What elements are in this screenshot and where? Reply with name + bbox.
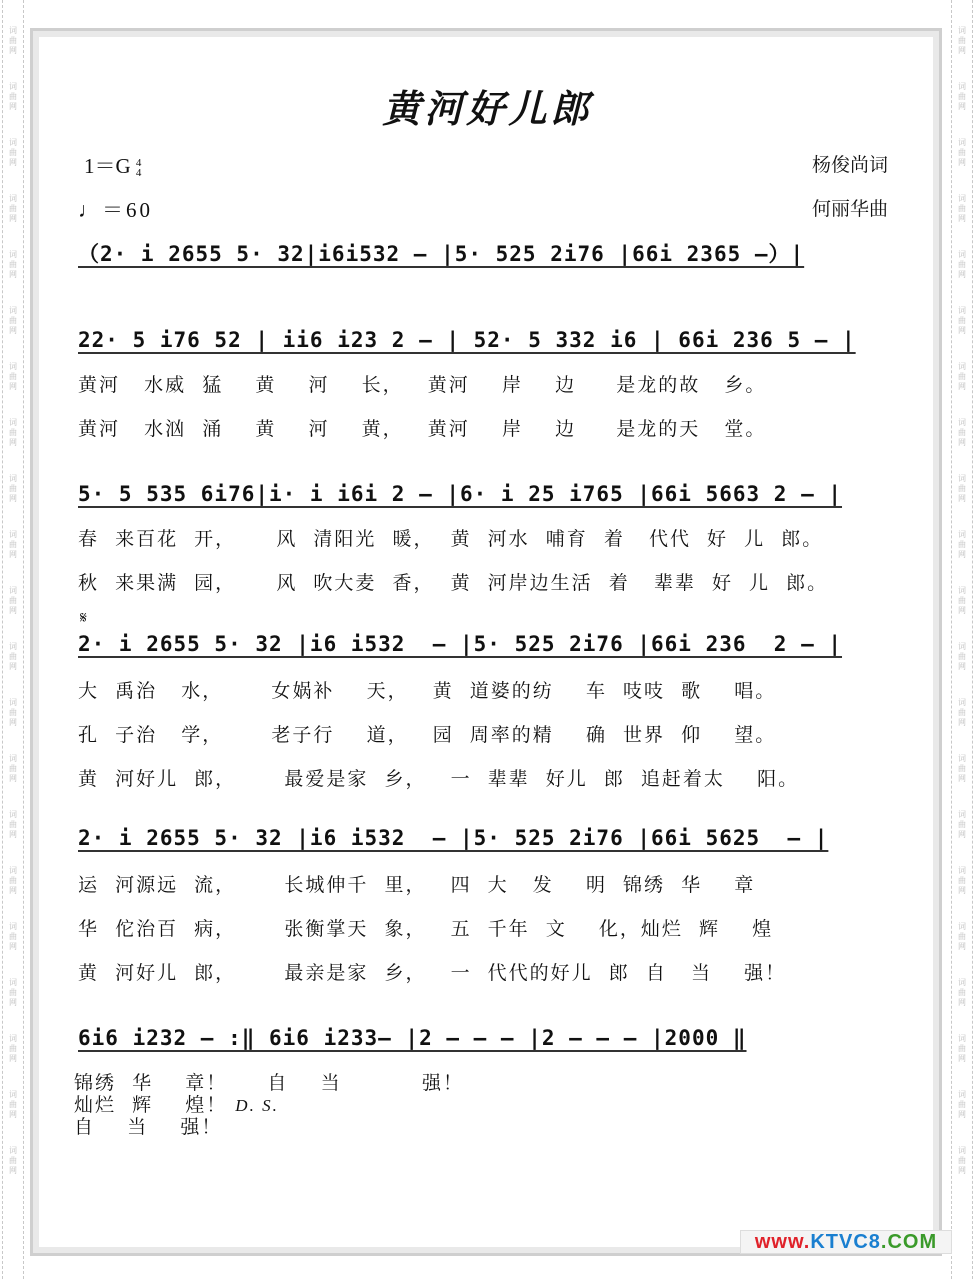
side-mark: 词 曲 网 — [958, 82, 966, 111]
composer: 何丽华曲 — [812, 198, 889, 220]
side-mark: 词 曲 网 — [958, 698, 966, 727]
side-mark: 词 曲 网 — [958, 1090, 966, 1119]
side-mark: 词 曲 网 — [958, 586, 966, 615]
side-mark: 词 曲 网 — [958, 418, 966, 447]
side-mark: 词 曲 网 — [9, 698, 17, 727]
side-mark: 词 曲 网 — [9, 810, 17, 839]
watermark-brand: KTVC8 — [810, 1231, 881, 1253]
side-mark: 词 曲 网 — [958, 922, 966, 951]
watermark-prefix: www. — [754, 1231, 811, 1253]
lyric-line: 黄 河好儿 郎， 最亲是家 乡， 一 代代的好儿 郎 自 当 强！ — [78, 962, 787, 984]
lyric-line: 运 河源远 流， 长城伸千 里， 四 大 发 明 锦绣 华 章 — [78, 874, 756, 896]
notation-line-6: 6i6 i232 — :‖ 6i6 i233— |2 — — — |2 — — — |2000 ‖ — [78, 1026, 747, 1050]
side-mark: 词 曲 网 — [958, 1146, 966, 1175]
side-mark: 词 曲 网 — [9, 418, 17, 447]
side-mark: 词 曲 网 — [9, 250, 17, 279]
lyric-line: 黄 河好儿 郎， 最爱是家 乡， 一 辈辈 好儿 郎 追赶着太 阳。 — [78, 768, 800, 790]
side-mark: 词 曲 网 — [9, 306, 17, 335]
time-signature: 4 4 — [135, 157, 142, 180]
side-mark: 词 曲 网 — [9, 754, 17, 783]
side-mark: 词 曲 网 — [958, 866, 966, 895]
lyricist: 杨俊尚词 — [812, 154, 889, 176]
dal-segno-mark: D. S. — [235, 1096, 279, 1115]
notation-line-3: 5· 5 535 6i76|i· i i6i 2 — |6· i 25 i765 |66i 5663 2 — | — [78, 482, 843, 506]
side-mark: 词 曲 网 — [958, 978, 966, 1007]
lyric-line: 自 当 强！ — [74, 1116, 223, 1138]
side-mark: 词 曲 网 — [958, 474, 966, 503]
side-mark: 词 曲 网 — [9, 138, 17, 167]
segno-icon: 𝄋 — [80, 608, 87, 627]
side-mark: 词 曲 网 — [9, 1146, 17, 1175]
notation-line-5: 2· i 2655 5· 32 |i6 i532 — |5· 525 2i76 |66i 5625 — | — [78, 826, 829, 850]
side-mark: 词 曲 网 — [958, 642, 966, 671]
side-mark: 词 曲 网 — [958, 810, 966, 839]
side-mark: 词 曲 网 — [9, 82, 17, 111]
side-mark: 词 曲 网 — [9, 642, 17, 671]
side-mark: 词 曲 网 — [9, 1090, 17, 1119]
notation-line-4: 2· i 2655 5· 32 |i6 i532 — |5· 525 2i76 |66i 236 2 — | — [78, 632, 843, 656]
side-mark: 词 曲 网 — [958, 26, 966, 55]
site-watermark — [740, 1230, 952, 1254]
side-mark: 词 曲 网 — [958, 754, 966, 783]
side-mark: 词 曲 网 — [958, 530, 966, 559]
lyric-line: 春 来百花 开， 风 清阳光 暖， 黄 河水 哺育 着 代代 好 儿 郎。 — [78, 528, 824, 550]
lyric-line: 黄河 水汹 涌 黄 河 黄， 黄河 岸 边 是龙的天 堂。 — [78, 418, 767, 440]
lyric-text: 灿烂 辉 煌！ — [74, 1094, 228, 1116]
tempo-mark: ♩＝60 — [78, 198, 153, 222]
watermark-suffix: .COM — [880, 1231, 938, 1253]
side-mark: 词 曲 网 — [9, 922, 17, 951]
side-mark: 词 曲 网 — [958, 250, 966, 279]
side-mark: 词 曲 网 — [9, 978, 17, 1007]
side-mark: 词 曲 网 — [9, 194, 17, 223]
side-mark: 词 曲 网 — [958, 362, 966, 391]
lyric-line: 秋 来果满 园， 风 吹大麦 香， 黄 河岸边生活 着 辈辈 好 儿 郎。 — [78, 572, 829, 594]
lyric-line: 大 禹治 水， 女娲补 天， 黄 道婆的纺 车 吱吱 歌 唱。 — [78, 680, 777, 702]
key-label: 1＝G — [84, 154, 131, 178]
right-watermark-strip — [951, 0, 973, 1279]
lyric-line: 黄河 水威 猛 黄 河 长， 黄河 岸 边 是龙的故 乡。 — [78, 374, 767, 396]
key-signature — [84, 150, 141, 180]
side-mark: 词 曲 网 — [9, 362, 17, 391]
side-mark: 词 曲 网 — [9, 586, 17, 615]
side-mark: 词 曲 网 — [958, 194, 966, 223]
song-title: 黄河好儿郎 — [382, 86, 593, 131]
side-mark: 词 曲 网 — [958, 138, 966, 167]
side-mark: 词 曲 网 — [9, 866, 17, 895]
side-mark: 词 曲 网 — [9, 26, 17, 55]
left-watermark-strip — [2, 0, 24, 1279]
lyric-line: 华 佗治百 病， 张衡掌天 象， 五 千年 文 化，灿烂 辉 煌 — [78, 918, 774, 940]
lyric-line: 锦绣 华 章！ 自 当 强！ — [74, 1072, 464, 1094]
notation-line-2: 22· 5 i76 52 | ii6 i23 2 — | 52· 5 332 i6 | 66i 236 5 — | — [78, 328, 856, 352]
side-mark: 词 曲 网 — [9, 530, 17, 559]
side-mark: 词 曲 网 — [9, 1034, 17, 1063]
side-mark: 词 曲 网 — [958, 1034, 966, 1063]
lyric-line: 孔 子治 学， 老子行 道， 园 周率的精 确 世界 仰 望。 — [78, 724, 777, 746]
side-mark: 词 曲 网 — [958, 306, 966, 335]
notation-line-1: （2· i 2655 5· 32|i6i532 — |5· 525 2i76 |66i 2365 —）| — [78, 242, 805, 266]
side-mark: 词 曲 网 — [9, 474, 17, 503]
